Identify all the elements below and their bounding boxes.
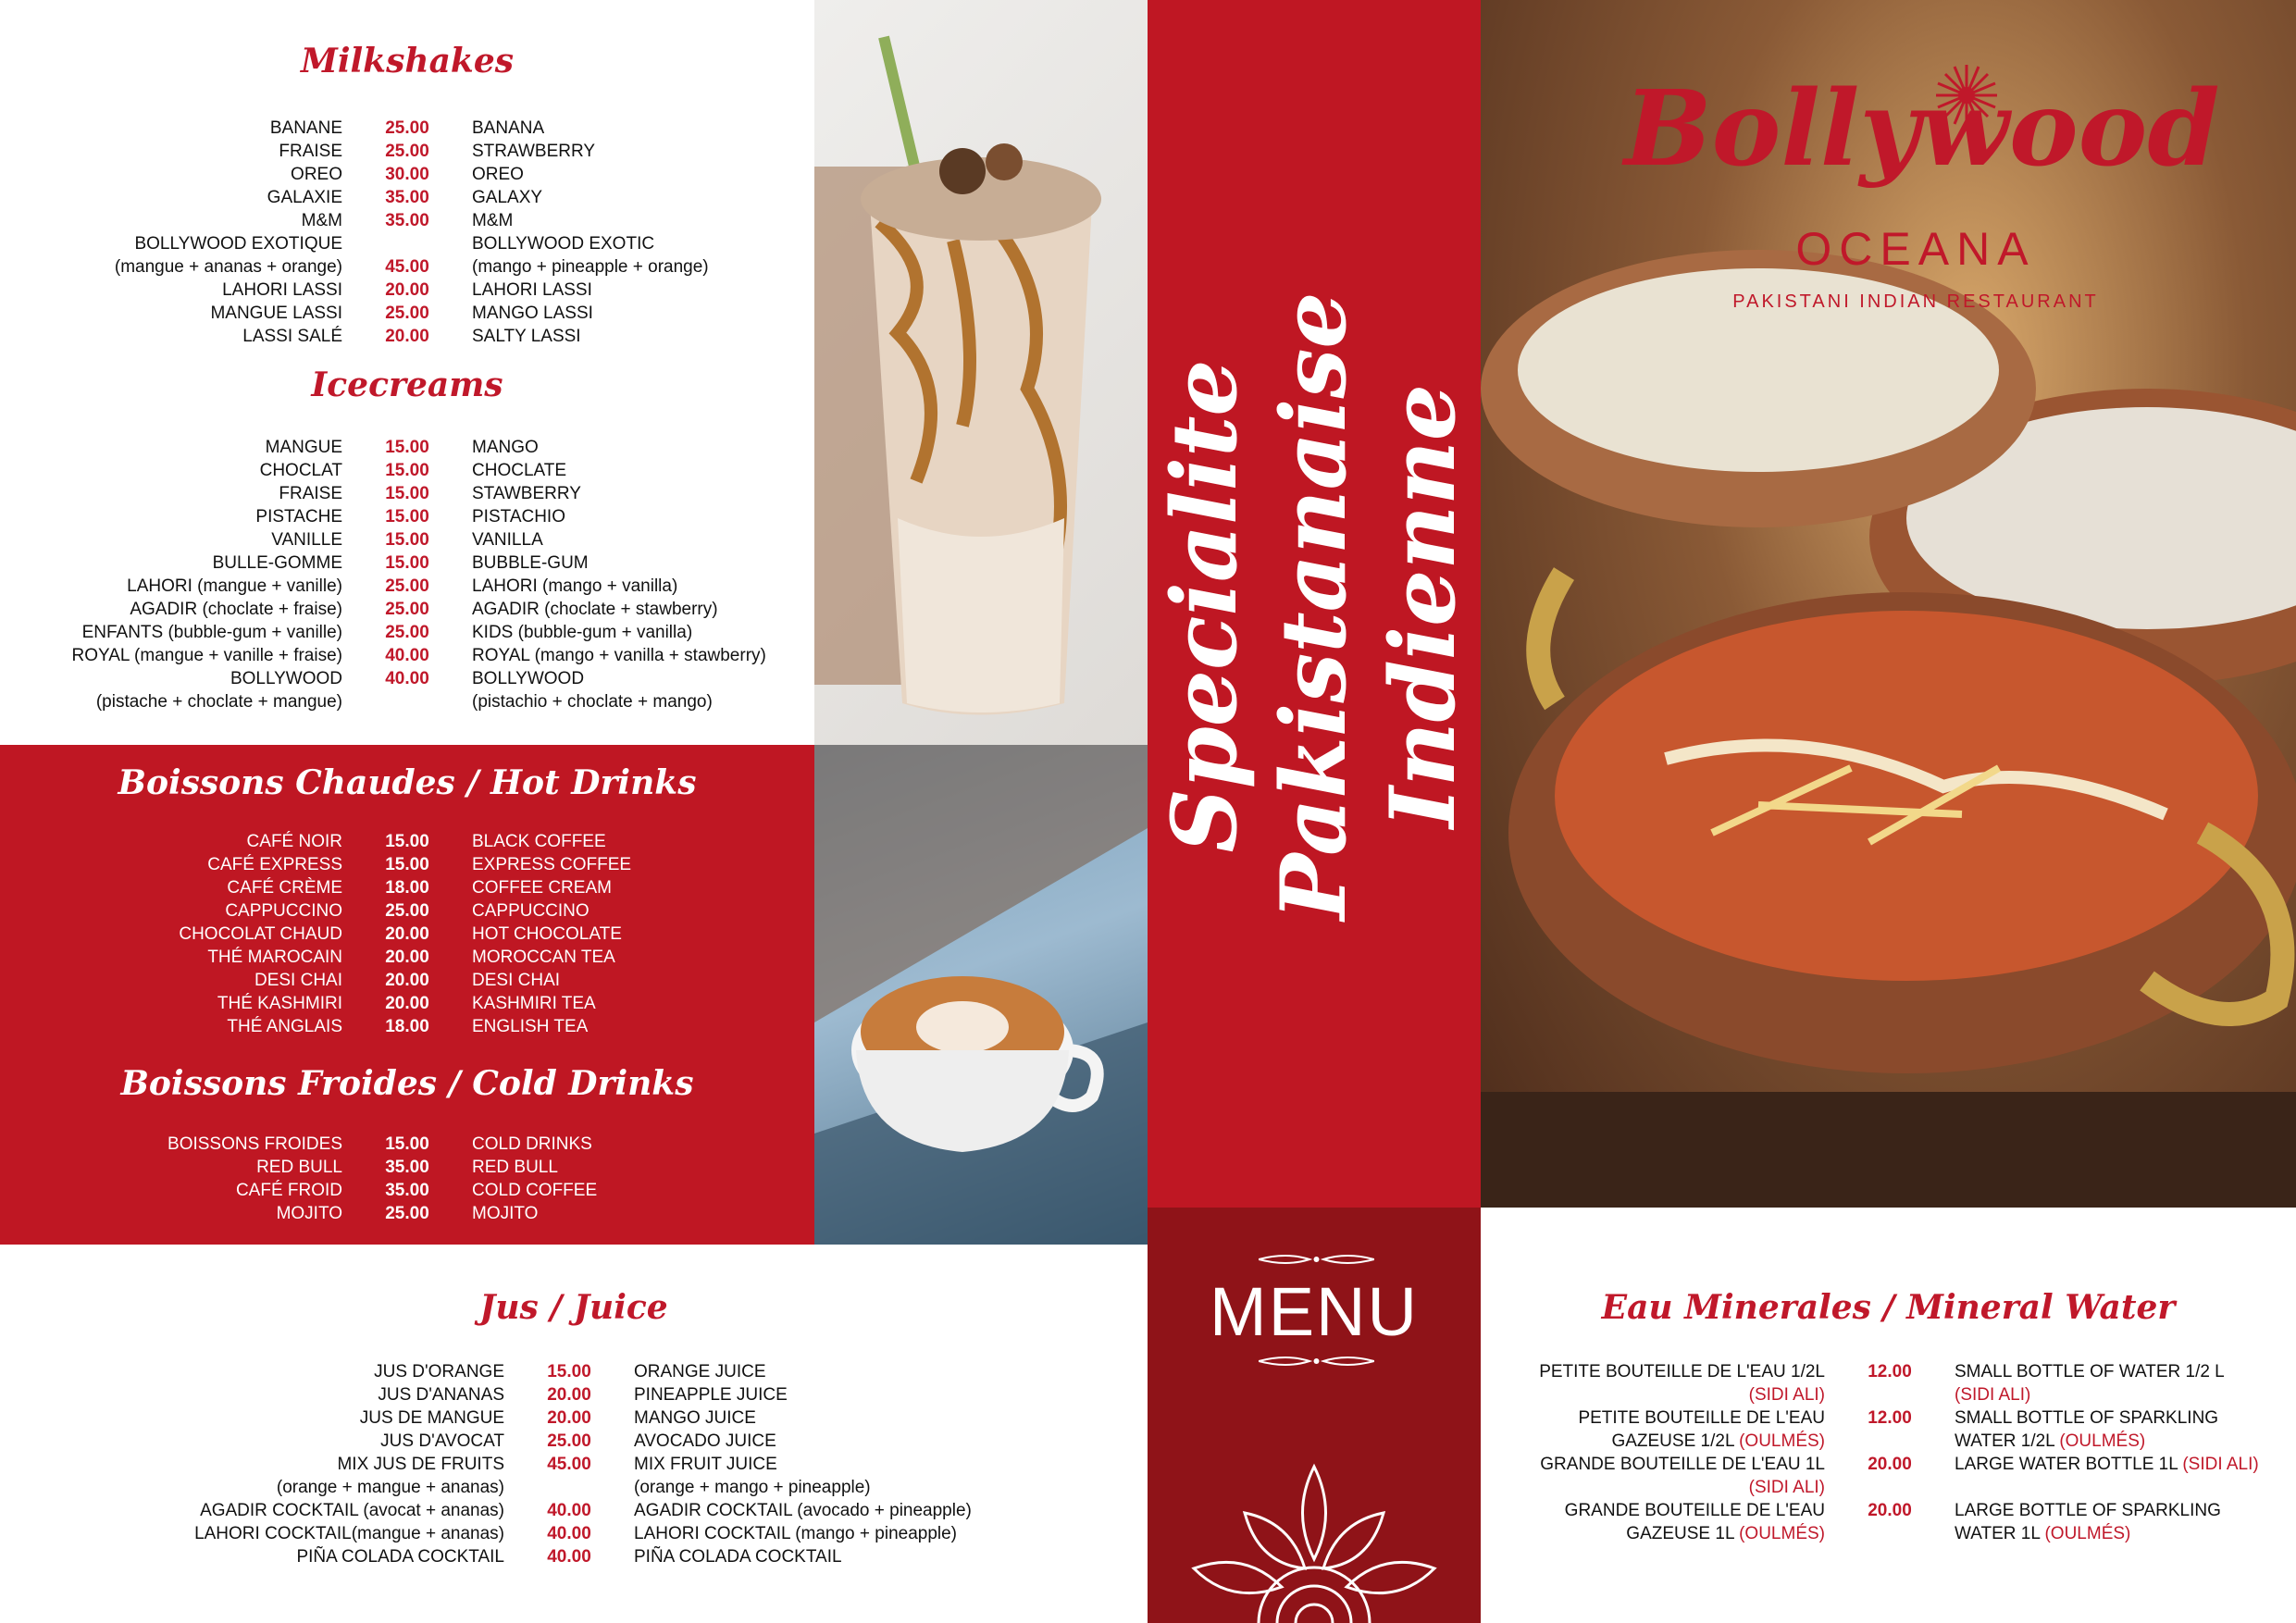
item-name-en: WATER 1/2L (OULMÉS) <box>1955 1431 2146 1451</box>
item-name-en: AGADIR (choclate + stawberry) <box>472 600 718 619</box>
item-name-fr: JUS D'ANANAS <box>378 1385 504 1405</box>
item-name-fr: (orange + mangue + ananas) <box>276 1478 504 1497</box>
item-name-en: COLD COFFEE <box>472 1181 598 1200</box>
item-name-en: COLD DRINKS <box>472 1134 592 1154</box>
menu-row <box>0 1453 1143 1476</box>
item-name-en: HOT CHOCOLATE <box>472 924 622 944</box>
item-price: 40.00 <box>547 1547 591 1567</box>
item-name-en: PINEAPPLE JUICE <box>634 1385 788 1405</box>
item-name-en: VANILLA <box>472 530 543 550</box>
item-name-en: CAPPUCCINO <box>472 901 590 921</box>
item-brand-en: (SIDI ALI) <box>2178 1455 2259 1474</box>
item-name-en: (orange + mango + pineapple) <box>634 1478 871 1497</box>
hot-drinks-list <box>0 830 935 1038</box>
item-name-fr: BOISSONS FROIDES <box>168 1134 342 1154</box>
item-name-en: MOROCCAN TEA <box>472 948 615 967</box>
milkshakes-title: Milkshakes <box>300 42 515 81</box>
item-price: 20.00 <box>385 327 429 346</box>
item-name-en: BOLLYWOOD <box>472 669 585 688</box>
item-name-en: COFFEE CREAM <box>472 878 612 898</box>
item-brand-en: (SIDI ALI) <box>1955 1385 2031 1405</box>
menu-row <box>0 1179 935 1202</box>
menu-row <box>0 163 935 186</box>
item-name-fr: CHOCLAT <box>259 461 342 480</box>
item-name-fr: (pistache + choclate + mangue) <box>95 692 342 712</box>
menu-block <box>1148 1208 1481 1623</box>
item-name-fr: BULLE-GOMME <box>212 553 342 573</box>
item-name-fr: VANILLE <box>271 530 342 550</box>
menu-row <box>0 969 935 992</box>
item-name-en: KASHMIRI TEA <box>472 994 596 1013</box>
cold-drinks-list <box>0 1133 935 1225</box>
item-name-en: KIDS (bubble-gum + vanilla) <box>472 623 693 642</box>
menu-row <box>0 598 935 621</box>
item-name-en: ROYAL (mango + vanilla + stawberry) <box>472 646 766 665</box>
item-name-en: STAWBERRY <box>472 484 581 503</box>
item-price: 15.00 <box>385 855 429 874</box>
item-name-fr: M&M <box>301 211 342 230</box>
ornament-bottom-icon <box>1259 1354 1374 1369</box>
menu-row <box>0 667 935 690</box>
item-price: 12.00 <box>1868 1408 1912 1428</box>
juice-title: Jus / Juice <box>479 1288 668 1327</box>
item-brand-en: (OULMÉS) <box>2040 1524 2131 1543</box>
item-price: 15.00 <box>385 484 429 503</box>
item-brand-fr: (SIDI ALI) <box>1748 1385 1825 1405</box>
item-price: 35.00 <box>385 211 429 230</box>
item-name-en: (mango + pineapple + orange) <box>472 257 709 277</box>
item-name-en: MANGO JUICE <box>634 1408 756 1428</box>
item-name-en: SALTY LASSI <box>472 327 581 346</box>
item-name-en: MIX FRUIT JUICE <box>634 1455 777 1474</box>
item-price: 15.00 <box>547 1362 591 1381</box>
item-price: 18.00 <box>385 878 429 898</box>
item-name-fr: MIX JUS DE FRUITS <box>337 1455 504 1474</box>
item-name-en <box>1955 1383 2296 1406</box>
item-name-fr: MOJITO <box>276 1204 342 1223</box>
item-price: 40.00 <box>385 646 429 665</box>
item-price: 20.00 <box>547 1408 591 1428</box>
item-name-fr: THÉ MAROCAIN <box>207 948 342 967</box>
menu-row <box>0 992 935 1015</box>
menu-row <box>0 255 935 279</box>
menu-row <box>0 1360 1143 1383</box>
item-name-en: MANGO <box>472 438 539 457</box>
item-name-fr: LAHORI COCKTAIL(mangue + ananas) <box>194 1524 504 1543</box>
item-price: 45.00 <box>547 1455 591 1474</box>
water-list <box>1481 1360 2296 1545</box>
banner-line-1: Specialite <box>1152 359 1257 853</box>
item-name-fr: FRAISE <box>279 142 342 161</box>
item-name-en: BOLLYWOOD EXOTIC <box>472 234 655 254</box>
item-price: 20.00 <box>385 280 429 300</box>
item-name-fr: AGADIR (choclate + fraise) <box>130 600 342 619</box>
menu-row <box>0 644 935 667</box>
item-name-fr: CHOCOLAT CHAUD <box>179 924 342 944</box>
menu-title: MENU <box>1210 1273 1419 1350</box>
item-name-fr: THÉ KASHMIRI <box>217 994 342 1013</box>
menu-row <box>1481 1522 2296 1545</box>
item-price: 40.00 <box>385 669 429 688</box>
item-name-fr: PETITE BOUTEILLE DE L'EAU <box>1578 1408 1825 1428</box>
menu-row <box>0 232 935 255</box>
item-price: 25.00 <box>385 304 429 323</box>
item-price <box>1825 1383 1955 1406</box>
item-name-fr: LASSI SALÉ <box>242 327 342 346</box>
menu-row <box>0 1202 935 1225</box>
item-price: 15.00 <box>385 461 429 480</box>
item-name-en: SMALL BOTTLE OF WATER 1/2 L <box>1955 1362 2225 1381</box>
menu-row <box>1481 1383 2296 1406</box>
item-name-fr: (mangue + ananas + orange) <box>114 257 342 277</box>
item-name-en: LAHORI LASSI <box>472 280 592 300</box>
item-name-en: BUBBLE-GUM <box>472 553 589 573</box>
item-price: 15.00 <box>385 553 429 573</box>
item-name-en: RED BULL <box>472 1158 558 1177</box>
item-price <box>342 690 472 713</box>
item-name-en: DESI CHAI <box>472 971 561 990</box>
item-price: 40.00 <box>547 1501 591 1520</box>
item-price: 25.00 <box>385 623 429 642</box>
item-name-en: M&M <box>472 211 514 230</box>
item-name-en: LAHORI COCKTAIL (mango + pineapple) <box>634 1524 958 1543</box>
item-name-en: (pistachio + choclate + mango) <box>472 692 713 712</box>
item-name-fr: ENFANTS (bubble-gum + vanille) <box>81 623 342 642</box>
menu-row <box>0 528 935 551</box>
menu-row <box>0 302 935 325</box>
hot-drinks-title: Boissons Chaudes / Hot Drinks <box>118 763 697 802</box>
item-name-fr <box>1481 1476 1825 1499</box>
item-name-fr: JUS D'AVOCAT <box>380 1431 504 1451</box>
item-name-en: OREO <box>472 165 524 184</box>
item-price: 18.00 <box>385 1017 429 1036</box>
cold-drinks-title: Boissons Froides / Cold Drinks <box>120 1064 694 1103</box>
item-price <box>1825 1430 1955 1453</box>
item-name-fr: THÉ ANGLAIS <box>227 1017 342 1036</box>
item-name-fr: JUS D'ORANGE <box>374 1362 504 1381</box>
item-name-en: WATER 1L (OULMÉS) <box>1955 1524 2131 1543</box>
menu-row <box>0 876 935 899</box>
menu-row <box>0 459 935 482</box>
item-price: 25.00 <box>385 118 429 138</box>
item-name-fr: PIÑA COLADA COCKTAIL <box>296 1547 504 1567</box>
item-name-fr: MANGUE LASSI <box>210 304 342 323</box>
menu-row <box>0 1383 1143 1406</box>
menu-row <box>0 1522 1143 1545</box>
item-price: 35.00 <box>385 188 429 207</box>
item-price: 25.00 <box>385 1204 429 1223</box>
item-name-fr: CAFÉ EXPRESS <box>207 855 342 874</box>
menu-row <box>0 505 935 528</box>
item-name-en: AVOCADO JUICE <box>634 1431 776 1451</box>
item-price: 40.00 <box>547 1524 591 1543</box>
item-name-en: CHOCLATE <box>472 461 567 480</box>
brand-tagline: PAKISTANI INDIAN RESTAURANT <box>1732 291 2099 312</box>
item-price: 20.00 <box>385 948 429 967</box>
item-brand-fr: (OULMÉS) <box>1733 1524 1825 1543</box>
milkshakes-list <box>0 117 935 348</box>
item-name-fr: DESI CHAI <box>254 971 342 990</box>
item-name-en: ENGLISH TEA <box>472 1017 589 1036</box>
item-price <box>342 232 472 255</box>
mandala-icon <box>1189 1457 1439 1623</box>
item-name-en: STRAWBERRY <box>472 142 596 161</box>
item-name-fr: CAFÉ FROID <box>235 1181 342 1200</box>
icecreams-list <box>0 436 935 713</box>
item-price: 25.00 <box>547 1431 591 1451</box>
item-name-fr: MANGUE <box>265 438 342 457</box>
item-brand-en: (OULMÉS) <box>2054 1431 2146 1451</box>
item-name-fr: ROYAL (mangue + vanille + fraise) <box>71 646 342 665</box>
item-price: 15.00 <box>385 438 429 457</box>
item-name-en: EXPRESS COFFEE <box>472 855 632 874</box>
menu-row <box>0 1499 1143 1522</box>
item-name-fr: CAPPUCCINO <box>225 901 342 921</box>
item-name-en: BLACK COFFEE <box>472 832 606 851</box>
item-name-fr: CAFÉ NOIR <box>246 832 342 851</box>
menu-row <box>0 186 935 209</box>
item-name-fr: JUS DE MANGUE <box>359 1408 504 1428</box>
item-price: 25.00 <box>385 901 429 921</box>
menu-row <box>0 551 935 575</box>
item-name-fr: GAZEUSE 1L (OULMÉS) <box>1626 1524 1825 1543</box>
juice-list <box>0 1360 1143 1568</box>
item-price: 25.00 <box>385 142 429 161</box>
ornament-top-icon <box>1259 1252 1374 1267</box>
item-price: 20.00 <box>547 1385 591 1405</box>
item-name-en: LARGE WATER BOTTLE 1L (SIDI ALI) <box>1955 1455 2259 1474</box>
item-name-en: LAHORI (mango + vanilla) <box>472 576 678 596</box>
item-name-fr: BANANE <box>269 118 342 138</box>
item-name-fr: GRANDE BOUTEILLE DE L'EAU 1L <box>1540 1455 1825 1474</box>
item-price: 35.00 <box>385 1181 429 1200</box>
item-price: 20.00 <box>385 971 429 990</box>
item-price: 25.00 <box>385 576 429 596</box>
menu-row <box>0 436 935 459</box>
item-name-en: MOJITO <box>472 1204 539 1223</box>
item-name-fr: BOLLYWOOD EXOTIQUE <box>134 234 342 254</box>
item-price: 35.00 <box>385 1158 429 1177</box>
menu-row <box>0 899 935 923</box>
item-name-fr: GALAXIE <box>267 188 342 207</box>
item-brand-fr: (SIDI ALI) <box>1748 1478 1825 1497</box>
menu-row <box>1481 1406 2296 1430</box>
menu-row <box>0 621 935 644</box>
brand-sub: OCEANA <box>1795 223 2036 275</box>
item-name-en: BANANA <box>472 118 545 138</box>
item-name-fr: GAZEUSE 1/2L (OULMÉS) <box>1611 1431 1825 1451</box>
menu-row <box>0 853 935 876</box>
water-title: Eau Minerales / Mineral Water <box>1601 1288 2176 1327</box>
item-price: 15.00 <box>385 832 429 851</box>
menu-row <box>0 325 935 348</box>
item-price: 30.00 <box>385 165 429 184</box>
menu-row <box>1481 1453 2296 1476</box>
menu-row <box>0 830 935 853</box>
menu-row <box>0 482 935 505</box>
menu-row <box>1481 1360 2296 1383</box>
item-price: 20.00 <box>1868 1501 1912 1520</box>
item-price: 15.00 <box>385 507 429 527</box>
menu-row <box>0 1156 935 1179</box>
item-name-fr: LAHORI (mangue + vanille) <box>127 576 342 596</box>
menu-row <box>0 1430 1143 1453</box>
menu-row <box>0 279 935 302</box>
item-name-fr: CAFÉ CRÈME <box>227 878 342 898</box>
item-name-fr: RED BULL <box>256 1158 342 1177</box>
menu-row <box>0 1015 935 1038</box>
item-price <box>1825 1476 1955 1499</box>
item-price: 15.00 <box>385 1134 429 1154</box>
item-name-fr: LAHORI LASSI <box>222 280 342 300</box>
item-price <box>504 1476 634 1499</box>
item-price: 25.00 <box>385 600 429 619</box>
item-name-fr: PETITE BOUTEILLE DE L'EAU 1/2L <box>1539 1362 1825 1381</box>
item-name-fr <box>1481 1383 1825 1406</box>
menu-row <box>1481 1476 2296 1499</box>
menu-row <box>1481 1499 2296 1522</box>
item-price: 12.00 <box>1868 1362 1912 1381</box>
menu-row <box>0 1133 935 1156</box>
item-name-en: PISTACHIO <box>472 507 565 527</box>
banner-line-2: Pakistanaise Indienne <box>1261 291 1475 921</box>
item-name-en: ORANGE JUICE <box>634 1362 766 1381</box>
item-name-fr: AGADIR COCKTAIL (avocat + ananas) <box>200 1501 504 1520</box>
brand-name: Bollywood <box>1624 68 2220 190</box>
item-brand-fr: (OULMÉS) <box>1733 1431 1825 1451</box>
item-name-en: MANGO LASSI <box>472 304 593 323</box>
item-price: 15.00 <box>385 530 429 550</box>
icecreams-title: Icecreams <box>311 365 503 404</box>
milkshake-photo <box>814 0 1148 745</box>
menu-row <box>0 1476 1143 1499</box>
item-name-fr: BOLLYWOOD <box>230 669 342 688</box>
item-price: 45.00 <box>385 257 429 277</box>
item-name-fr: GRANDE BOUTEILLE DE L'EAU <box>1564 1501 1825 1520</box>
item-name-en <box>1955 1476 2296 1499</box>
menu-row <box>0 209 935 232</box>
menu-row <box>0 946 935 969</box>
menu-row <box>0 1406 1143 1430</box>
item-name-en: AGADIR COCKTAIL (avocado + pineapple) <box>634 1501 972 1520</box>
item-name-fr: OREO <box>291 165 342 184</box>
item-name-en: PIÑA COLADA COCKTAIL <box>634 1547 842 1567</box>
menu-row <box>0 117 935 140</box>
item-name-fr: FRAISE <box>279 484 342 503</box>
item-price: 20.00 <box>1868 1455 1912 1474</box>
item-price: 20.00 <box>385 994 429 1013</box>
menu-row <box>0 690 935 713</box>
menu-row <box>0 923 935 946</box>
menu-row <box>0 1545 1143 1568</box>
menu-row <box>0 575 935 598</box>
curry-photo <box>1481 0 2296 1208</box>
menu-row <box>0 140 935 163</box>
coffee-photo <box>814 745 1148 1245</box>
item-price <box>1825 1522 1955 1545</box>
item-price: 20.00 <box>385 924 429 944</box>
item-name-en: GALAXY <box>472 188 543 207</box>
item-name-fr: PISTACHE <box>255 507 342 527</box>
item-name-en: LARGE BOTTLE OF SPARKLING <box>1955 1501 2221 1520</box>
item-name-en: SMALL BOTTLE OF SPARKLING <box>1955 1408 2219 1428</box>
menu-row <box>1481 1430 2296 1453</box>
